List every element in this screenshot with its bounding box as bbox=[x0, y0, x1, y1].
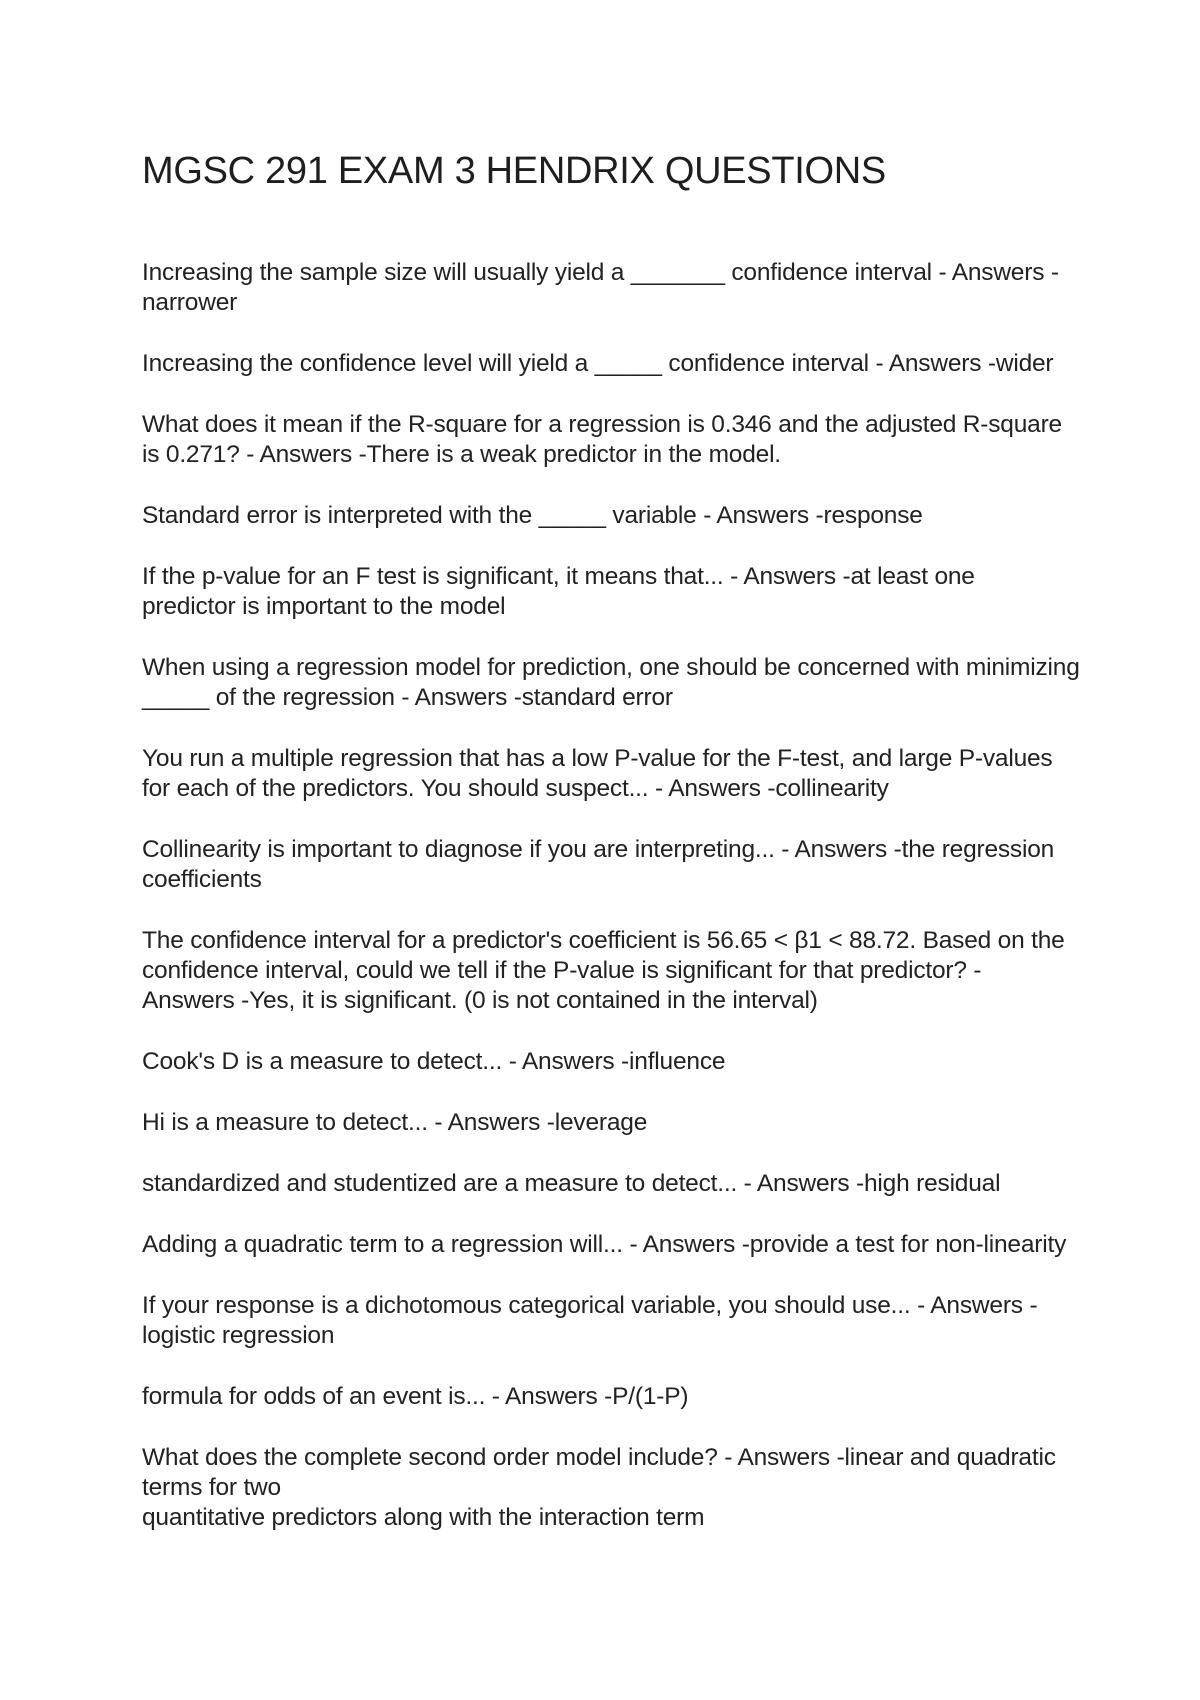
qa-item bbox=[142, 835, 1072, 895]
qa-item bbox=[142, 1382, 1072, 1412]
qa-line: Increasing the sample size will usually yield a _______ confidence interval - Answers - bbox=[142, 259, 1059, 286]
qa-line: Collinearity is important to diagnose if you are interpreting... - Answers -the regression bbox=[142, 836, 1055, 863]
qa-line: narrower bbox=[142, 289, 238, 316]
qa-item bbox=[142, 562, 1072, 622]
qa-line: What does it mean if the R-square for a regression is 0.346 and the adjusted R-square bbox=[142, 411, 1062, 438]
qa-line: Increasing the confidence level will yield a _____ confidence interval - Answers -wider bbox=[142, 350, 1054, 377]
qa-line: The confidence interval for a predictor's coefficient is 56.65 < β1 < 88.72. Based on the bbox=[142, 927, 1065, 954]
qa-line: confidence interval, could we tell if the P-value is significant for that predictor? - bbox=[142, 957, 982, 984]
qa-line: Standard error is interpreted with the _____ variable - Answers -response bbox=[142, 502, 923, 529]
qa-line: for each of the predictors. You should suspect... - Answers -collinearity bbox=[142, 775, 889, 802]
qa-item bbox=[142, 1169, 1072, 1199]
qa-item bbox=[142, 926, 1072, 1016]
qa-item bbox=[142, 1047, 1072, 1077]
qa-line: Adding a quadratic term to a regression will... - Answers -provide a test for non-linearity bbox=[142, 1231, 1067, 1258]
qa-item bbox=[142, 349, 1072, 379]
qa-item bbox=[142, 410, 1072, 470]
qa-item bbox=[142, 1230, 1072, 1260]
qa-line: Hi is a measure to detect... - Answers -leverage bbox=[142, 1109, 648, 1136]
qa-item bbox=[142, 1291, 1072, 1351]
qa-line: terms for two bbox=[142, 1474, 281, 1501]
qa-line: is 0.271? - Answers -There is a weak predictor in the model. bbox=[142, 441, 781, 468]
qa-item bbox=[142, 501, 1072, 531]
qa-line: Answers -Yes, it is significant. (0 is not contained in the interval) bbox=[142, 987, 818, 1014]
page-title: MGSC 291 EXAM 3 HENDRIX QUESTIONS bbox=[142, 150, 886, 192]
qa-line: If your response is a dichotomous categorical variable, you should use... - Answers - bbox=[142, 1292, 1038, 1319]
qa-line: _____ of the regression - Answers -standard error bbox=[142, 684, 673, 711]
qa-line: Cook's D is a measure to detect... - Answers -influence bbox=[142, 1048, 726, 1075]
qa-item bbox=[142, 744, 1072, 804]
qa-item bbox=[142, 1443, 1072, 1533]
qa-line: coefficients bbox=[142, 866, 262, 893]
qa-line: logistic regression bbox=[142, 1322, 335, 1349]
qa-item bbox=[142, 258, 1072, 318]
qa-item bbox=[142, 1108, 1072, 1138]
qa-line: predictor is important to the model bbox=[142, 593, 506, 620]
qa-line: If the p-value for an F test is significant, it means that... - Answers -at least one bbox=[142, 563, 975, 590]
qa-line: You run a multiple regression that has a low P-value for the F-test, and large P-values bbox=[142, 745, 1053, 772]
qa-list bbox=[142, 258, 1080, 1564]
qa-item bbox=[142, 653, 1080, 713]
qa-line: quantitative predictors along with the interaction term bbox=[142, 1504, 705, 1531]
qa-line: standardized and studentized are a measure to detect... - Answers -high residual bbox=[142, 1170, 1001, 1197]
qa-line: What does the complete second order model include? - Answers -linear and quadratic bbox=[142, 1444, 1056, 1471]
qa-line: formula for odds of an event is... - Answers -P/(1-P) bbox=[142, 1383, 689, 1410]
qa-line: When using a regression model for prediction, one should be concerned with minimizing bbox=[142, 654, 1080, 681]
